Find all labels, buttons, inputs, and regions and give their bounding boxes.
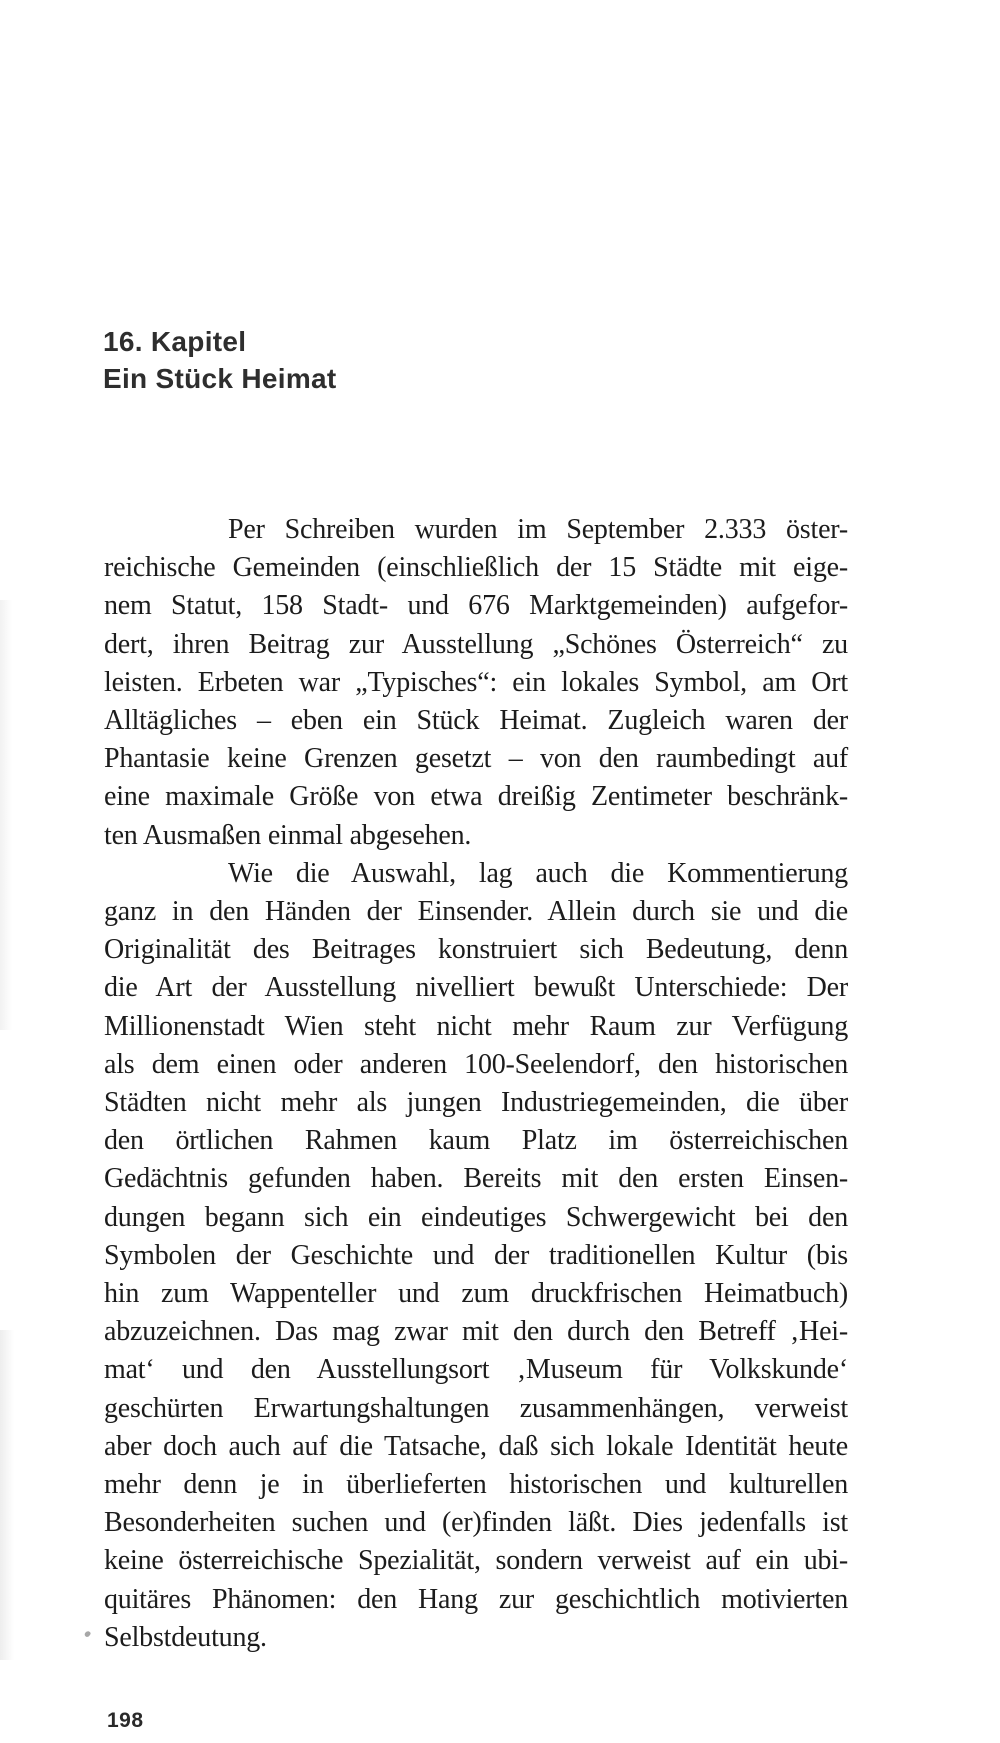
body-line: mat‘ und den Ausstellungsort ‚Museum für Volkskunde‘ bbox=[104, 1354, 848, 1386]
body-line: Phantasie keine Grenzen gesetzt – von den raumbedingt auf bbox=[104, 743, 848, 775]
body-line: Städten nicht mehr als jungen Industriegemeinden, die über bbox=[104, 1087, 848, 1119]
chapter-heading bbox=[103, 323, 337, 397]
body-text bbox=[104, 511, 848, 1657]
body-line: nem Statut, 158 Stadt- und 676 Marktgemeinden) aufgefor- bbox=[104, 590, 848, 622]
body-line: Millionenstadt Wien steht nicht mehr Raum zur Verfügung bbox=[104, 1010, 848, 1042]
body-line: Gedächtnis gefunden haben. Bereits mit den ersten Einsen- bbox=[104, 1163, 848, 1195]
body-line: Besonderheiten suchen und (er)finden läßt. Dies jedenfalls ist bbox=[104, 1507, 848, 1539]
body-line: ten Ausmaßen einmal abgesehen. bbox=[104, 819, 472, 851]
chapter-title: Ein Stück Heimat bbox=[103, 363, 337, 394]
body-line: eine maximale Größe von etwa dreißig Zentimeter beschränk- bbox=[104, 781, 848, 813]
body-line: reichische Gemeinden (einschließlich der 15 Städte mit eige- bbox=[104, 552, 848, 584]
scan-edge-smudge bbox=[0, 1330, 14, 1660]
page-number: 198 bbox=[107, 1709, 144, 1732]
body-line: als dem einen oder anderen 100-Seelendorf, den historischen bbox=[104, 1048, 848, 1080]
body-line: geschürten Erwartungshaltungen zusammenhängen, verweist bbox=[104, 1392, 848, 1424]
body-line: dungen begann sich ein eindeutiges Schwergewicht bei den bbox=[104, 1201, 848, 1233]
body-line: den örtlichen Rahmen kaum Platz im österreichischen bbox=[104, 1125, 848, 1157]
body-line: mehr denn je in überlieferten historischen und kulturellen bbox=[104, 1469, 848, 1501]
body-line: aber doch auch auf die Tatsache, daß sich lokale Identität heute bbox=[104, 1430, 848, 1462]
body-line: dert, ihren Beitrag zur Ausstellung „Schönes Österreich“ zu bbox=[104, 628, 848, 660]
body-line: Alltägliches – eben ein Stück Heimat. Zugleich waren der bbox=[104, 705, 848, 737]
scan-edge-smudge bbox=[0, 600, 12, 1030]
body-line: ganz in den Händen der Einsender. Allein durch sie und die bbox=[104, 896, 848, 928]
body-line: Wie die Auswahl, lag auch die Kommentierung bbox=[228, 857, 848, 889]
body-line: Symbolen der Geschichte und der traditionellen Kultur (bis bbox=[104, 1239, 848, 1271]
body-line: quitäres Phänomen: den Hang zur geschichtlich motivierten bbox=[104, 1583, 848, 1615]
body-line: Selbstdeutung. bbox=[104, 1621, 267, 1653]
body-line: abzuzeichnen. Das mag zwar mit den durch den Betreff ‚Hei- bbox=[104, 1316, 848, 1348]
ink-speck-artifact bbox=[84, 1630, 92, 1638]
body-line: Per Schreiben wurden im September 2.333 öster- bbox=[228, 514, 848, 545]
body-line: die Art der Ausstellung nivelliert bewußt Unterschiede: Der bbox=[104, 972, 848, 1004]
body-line: keine österreichische Spezialität, sondern verweist auf ein ubi- bbox=[104, 1545, 848, 1577]
body-line: hin zum Wappenteller und zum druckfrischen Heimatbuch) bbox=[104, 1278, 848, 1310]
body-line: Originalität des Beitrages konstruiert sich Bedeutung, denn bbox=[104, 934, 848, 966]
body-line: leisten. Erbeten war „Typisches“: ein lokales Symbol, am Ort bbox=[104, 666, 848, 698]
chapter-number: 16. Kapitel bbox=[103, 326, 247, 357]
